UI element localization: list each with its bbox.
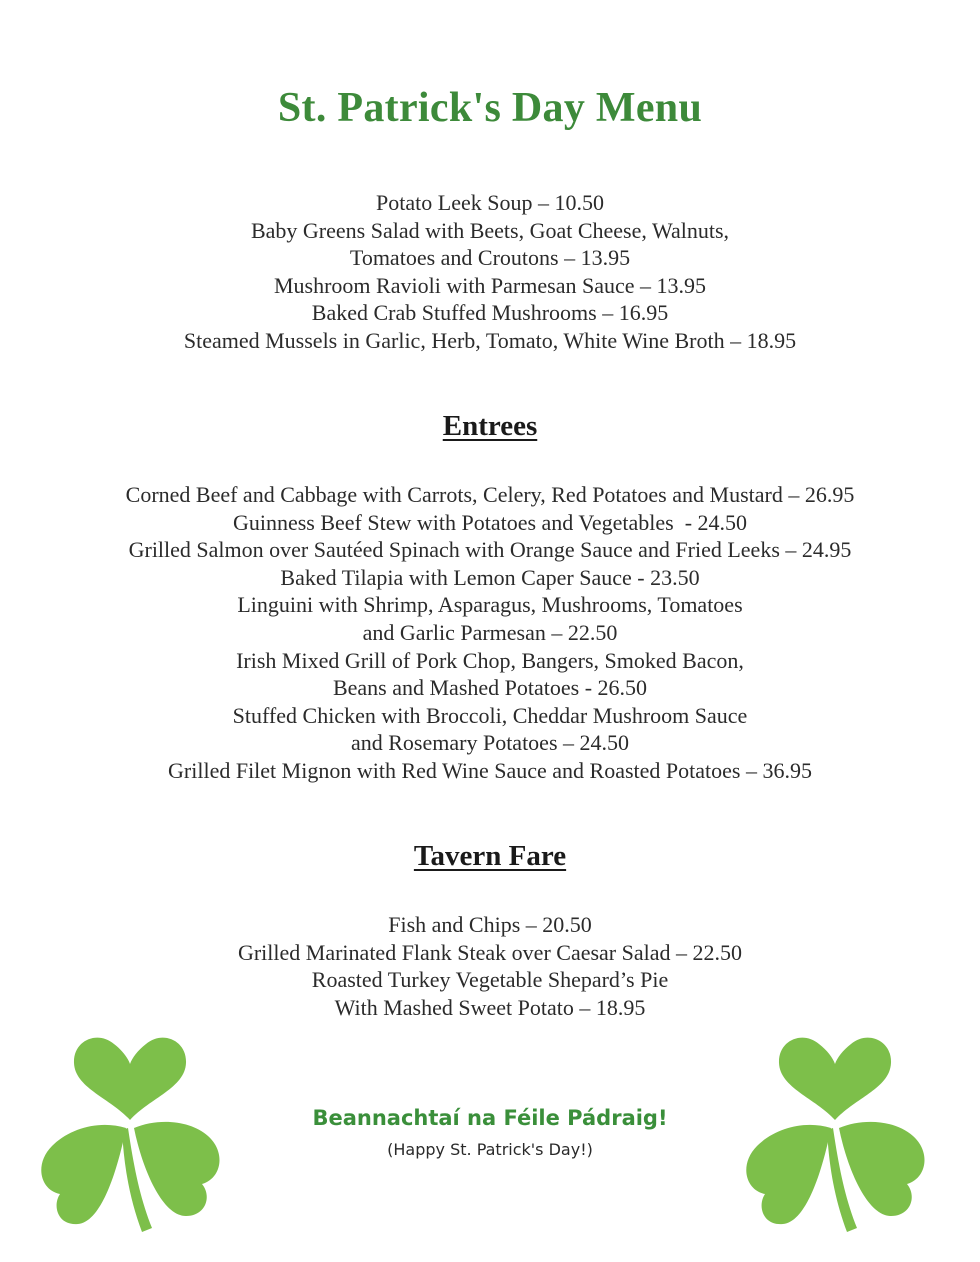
menu-item: Beans and Mashed Potatoes - 26.50	[332, 675, 648, 701]
menu-item: Corned Beef and Cabbage with Carrots, Celery, Red Potatoes and Mustard – 26.95	[125, 482, 855, 507]
menu-item: Steamed Mussels in Garlic, Herb, Tomato, White Wine Broth – 18.95	[183, 327, 797, 353]
menu-item: Baby Greens Salad with Beets, Goat Cheese, Walnuts,	[250, 217, 730, 243]
menu-item: Tomatoes and Croutons – 13.95	[349, 245, 631, 271]
menu-item: Grilled Salmon over Sautéed Spinach with Orange Sauce and Fried Leeks – 24.95	[128, 537, 852, 563]
menu-item: Roasted Turkey Vegetable Shepard’s Pie	[311, 967, 669, 993]
page-title: St. Patrick's Day Menu	[277, 85, 703, 131]
tavern-fare-list	[0, 911, 980, 1021]
menu-item: Fish and Chips – 20.50	[388, 912, 592, 937]
menu-item: Stuffed Chicken with Broccoli, Cheddar Mushroom Sauce	[232, 702, 748, 728]
menu-item: Potato Leek Soup – 10.50	[376, 190, 604, 215]
menu-item: and Garlic Parmesan – 22.50	[362, 619, 618, 645]
menu-item: Baked Crab Stuffed Mushrooms – 16.95	[311, 300, 669, 326]
entrees-heading-text: Entrees	[442, 410, 538, 442]
menu-item: and Rosemary Potatoes – 24.50	[350, 730, 630, 756]
starters-list	[0, 189, 980, 355]
tavern-fare-heading-text: Tavern Fare	[413, 840, 567, 872]
menu-item: Irish Mixed Grill of Pork Chop, Bangers, Smoked Bacon,	[236, 647, 744, 673]
menu-item: Mushroom Ravioli with Parmesan Sauce – 13.95	[273, 272, 706, 298]
menu-item: Grilled Filet Mignon with Red Wine Sauce and Roasted Potatoes – 36.95	[168, 757, 812, 783]
entrees-heading	[0, 410, 980, 443]
menu-item: Baked Tilapia with Lemon Caper Sauce - 23.50	[280, 564, 700, 590]
menu-item: Guinness Beef Stew with Potatoes and Vegetables - 24.50	[232, 509, 748, 535]
shamrock-icon	[30, 1028, 230, 1238]
irish-greeting: Beannachtaí na Féile Pádraig!	[312, 1106, 668, 1130]
tavern-fare-heading	[0, 840, 980, 873]
greeting-translation: (Happy St. Patrick's Day!)	[387, 1140, 593, 1159]
menu-item: Grilled Marinated Flank Steak over Caesar Salad – 22.50	[237, 939, 743, 965]
menu-item: Linguini with Shrimp, Asparagus, Mushrooms, Tomatoes	[237, 592, 743, 618]
entrees-list	[0, 481, 980, 785]
menu-item: With Mashed Sweet Potato – 18.95	[334, 994, 646, 1020]
shamrock-icon	[735, 1028, 935, 1238]
